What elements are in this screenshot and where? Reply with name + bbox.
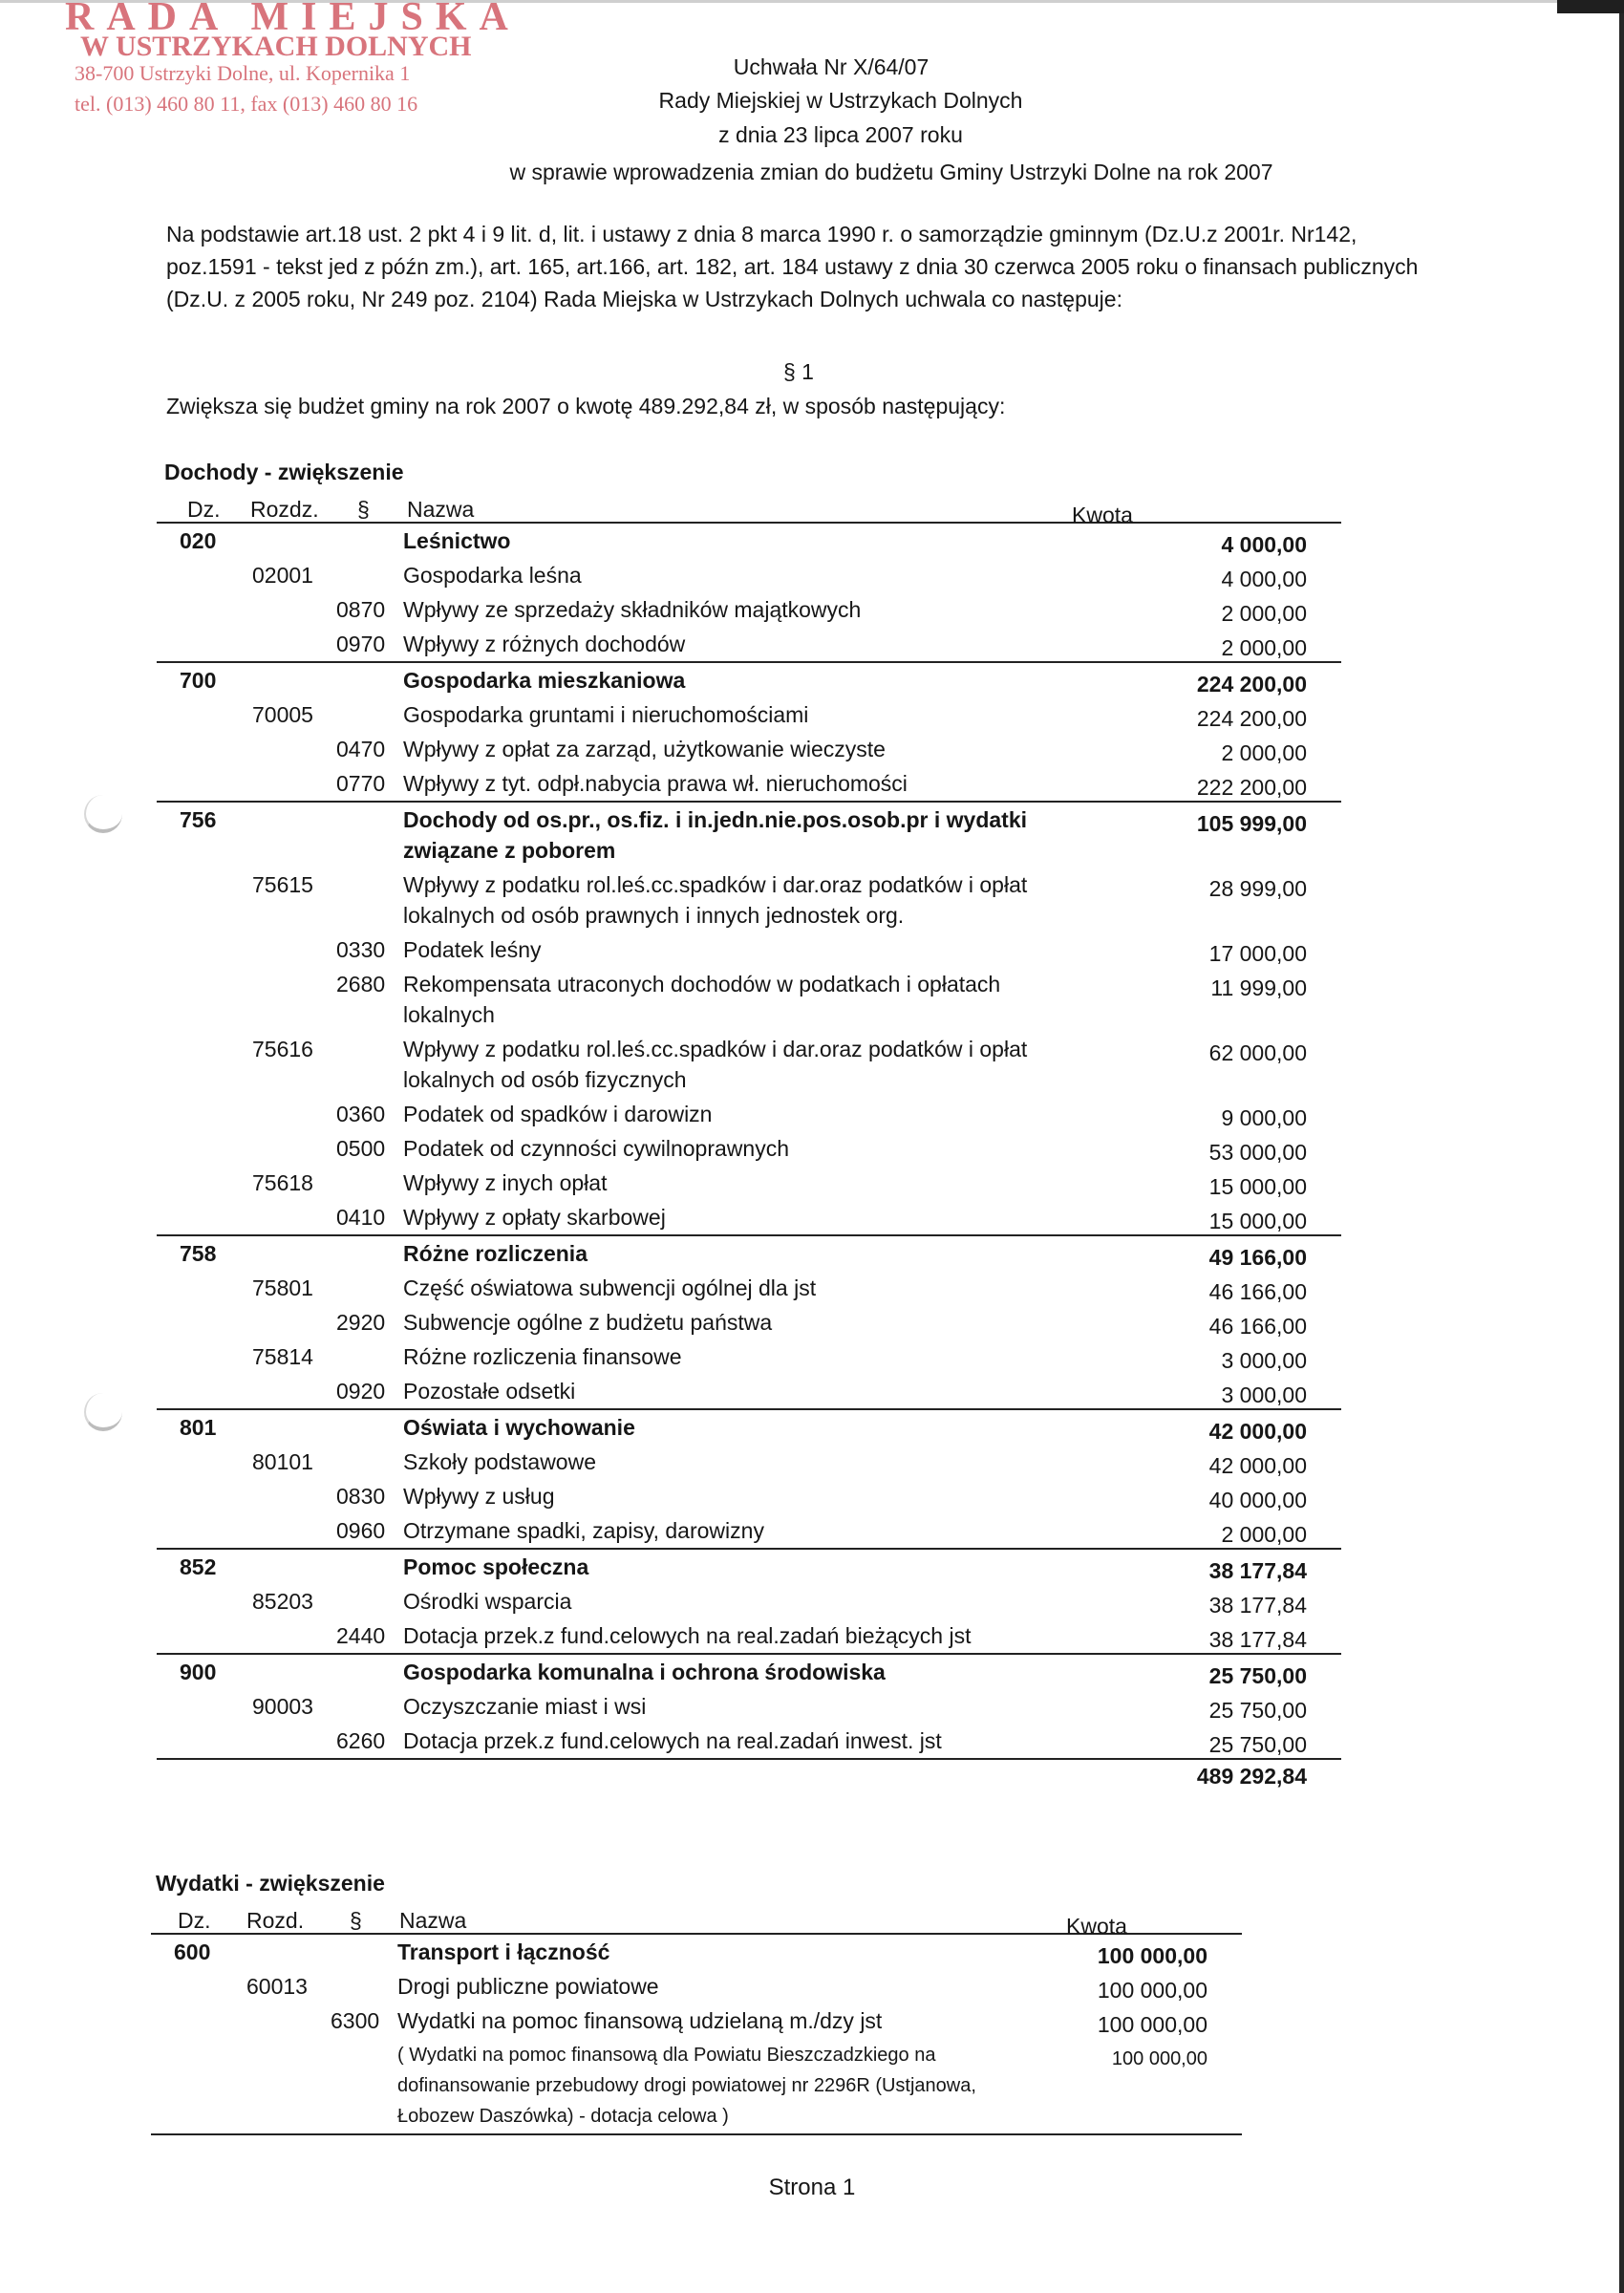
amount-cell: 46 166,00 xyxy=(1208,1279,1307,1304)
par-cell: 0870 xyxy=(336,597,386,622)
par-cell: 0330 xyxy=(336,937,386,962)
page-number: Strona 1 xyxy=(768,2175,856,2200)
rozdz-cell: 75616 xyxy=(252,1037,313,1061)
paragraph-row xyxy=(157,592,1341,627)
expense-table xyxy=(151,1902,1242,2135)
amount-cell: 42 000,00 xyxy=(1208,1453,1307,1478)
col-rozdz: Rozdz. xyxy=(250,497,319,522)
rozdz-cell: 90003 xyxy=(252,1694,313,1719)
par-cell: 0360 xyxy=(336,1102,386,1126)
par-cell: 2680 xyxy=(336,972,386,996)
chapter-row xyxy=(157,1271,1341,1305)
paragraph-row xyxy=(157,1479,1341,1513)
col-name: Nazwa xyxy=(407,497,475,522)
amount-cell: 11 999,00 xyxy=(1210,975,1307,1000)
stamp-phone: tel. (013) 460 80 11, fax (013) 460 80 16 xyxy=(75,92,418,116)
chapter-row xyxy=(157,1166,1341,1200)
amount-cell: 9 000,00 xyxy=(1221,1105,1307,1130)
name-cell: Subwencje ogólne z budżetu państwa xyxy=(403,1310,773,1335)
col-rozdz: Rozd. xyxy=(246,1908,305,1933)
rozdz-cell: 75814 xyxy=(252,1344,313,1369)
paragraph-row xyxy=(157,1200,1341,1234)
name-cell: Gospodarka komunalna i ochrona środowiska xyxy=(403,1660,886,1684)
paragraph-row xyxy=(151,2004,1242,2038)
col-dz: Dz. xyxy=(178,1908,211,1933)
amount-cell: 100 000,00 xyxy=(1111,2048,1207,2069)
name-cell: Leśnictwo xyxy=(403,528,511,553)
paragraph-sign: § 1 xyxy=(783,359,814,384)
name-cell: Różne rozliczenia xyxy=(403,1241,588,1266)
rozdz-cell: 75801 xyxy=(252,1275,313,1300)
dz-cell: 900 xyxy=(180,1660,217,1684)
amount-cell: 40 000,00 xyxy=(1208,1488,1307,1512)
name-cell: Gospodarka mieszkaniowa xyxy=(403,668,686,693)
name-cell: Wpływy z różnych dochodów xyxy=(403,632,686,656)
rozdz-cell: 75615 xyxy=(252,872,313,897)
punch-hole xyxy=(84,1393,122,1431)
rozdz-cell: 80101 xyxy=(252,1449,313,1474)
resolution-subject: w sprawie wprowadzenia zmian do budżetu Gminy Ustrzyki Dolne na rok 2007 xyxy=(509,160,1273,184)
name-cell: Rekompensata utraconych dochodów w podatkach i opłatach lokalnych xyxy=(403,972,1001,1027)
col-amount: Kwota xyxy=(1072,503,1133,527)
par-cell: 2920 xyxy=(336,1310,386,1335)
table-header xyxy=(157,491,1341,527)
amount-cell: 25 750,00 xyxy=(1208,1732,1307,1757)
par-cell: 0410 xyxy=(336,1205,386,1230)
name-cell: Oświata i wychowanie xyxy=(403,1415,635,1440)
income-section-title: Dochody - zwiększenie xyxy=(164,460,404,484)
paragraph-row xyxy=(157,932,1341,967)
amount-cell: 25 750,00 xyxy=(1208,1698,1307,1723)
amount-cell: 222 200,00 xyxy=(1196,775,1307,800)
scan-edge xyxy=(1557,0,1624,13)
par-cell: 0500 xyxy=(336,1136,386,1161)
par-cell: 0830 xyxy=(336,1484,386,1509)
amount-cell: 4 000,00 xyxy=(1221,532,1307,557)
amount-cell: 38 177,84 xyxy=(1208,1593,1307,1618)
dz-cell: 756 xyxy=(180,807,217,832)
amount-cell: 224 200,00 xyxy=(1196,672,1307,696)
paragraph-row xyxy=(157,732,1341,766)
paragraph-row xyxy=(157,1131,1341,1166)
paragraph-row xyxy=(157,1305,1341,1339)
name-cell: Dochody od os.pr., os.fiz. i in.jedn.nie.pos.osob.pr i wydatki związane z poborem xyxy=(403,807,1028,863)
name-cell: Ośrodki wsparcia xyxy=(403,1589,572,1614)
stamp-address: 38-700 Ustrzyki Dolne, ul. Kopernika 1 xyxy=(75,61,411,85)
expense-rows xyxy=(151,1935,1242,2135)
amount-cell: 2 000,00 xyxy=(1221,635,1307,660)
paragraph-row xyxy=(157,627,1341,661)
chapter-row xyxy=(157,1689,1341,1724)
division-row xyxy=(157,801,1341,868)
paragraph-row xyxy=(157,1724,1341,1760)
name-cell: Gospodarka gruntami i nieruchomościami xyxy=(403,702,809,727)
amount-cell: 25 750,00 xyxy=(1208,1663,1307,1688)
name-cell: Pomoc społeczna xyxy=(403,1554,589,1579)
chapter-row xyxy=(157,1032,1341,1097)
amount-cell: 62 000,00 xyxy=(1208,1040,1307,1065)
par-cell: 0470 xyxy=(336,737,386,761)
rozdz-cell: 70005 xyxy=(252,702,313,727)
chapter-row xyxy=(157,1445,1341,1479)
scan-edge xyxy=(1619,0,1624,2293)
name-cell: Wpływy z opłat za zarząd, użytkowanie wieczyste xyxy=(403,737,886,761)
amount-cell: 100 000,00 xyxy=(1097,2012,1207,2037)
stamp-title: RADA MIEJSKA xyxy=(65,0,521,39)
paragraph-row xyxy=(157,1097,1341,1131)
name-cell: Dotacja przek.z fund.celowych na real.zadań inwest. jst xyxy=(403,1728,942,1753)
name-cell: Gospodarka leśna xyxy=(403,563,582,588)
amount-cell: 4 000,00 xyxy=(1221,567,1307,591)
chapter-row xyxy=(157,1339,1341,1374)
name-cell: Podatek od spadków i darowizn xyxy=(403,1102,713,1126)
name-cell: Wpływy z podatku rol.leś.cc.spadków i dar.oraz podatków i opłat lokalnych od osób prawnych i innych jednostek org. xyxy=(403,872,1028,928)
dz-cell: 852 xyxy=(180,1554,217,1579)
chapter-row xyxy=(157,558,1341,592)
amount-cell: 49 166,00 xyxy=(1208,1245,1307,1270)
amount-cell: 100 000,00 xyxy=(1097,1943,1207,1968)
resolution-date: z dnia 23 lipca 2007 roku xyxy=(718,122,963,147)
col-dz: Dz. xyxy=(187,497,221,522)
table-header xyxy=(151,1902,1242,1939)
name-cell: Różne rozliczenia finansowe xyxy=(403,1344,682,1369)
par-cell: 6260 xyxy=(336,1728,386,1753)
name-cell: Wpływy z podatku rol.leś.cc.spadków i dar.oraz podatków i opłat lokalnych od osób fizycznych xyxy=(403,1037,1028,1092)
amount-cell: 53 000,00 xyxy=(1208,1140,1307,1165)
division-row xyxy=(157,524,1341,558)
amount-cell: 100 000,00 xyxy=(1097,1978,1207,2003)
col-amount: Kwota xyxy=(1066,1914,1127,1939)
par-cell: 0770 xyxy=(336,771,386,796)
par-cell: 6300 xyxy=(331,2008,380,2033)
dz-cell: 600 xyxy=(174,1939,211,1964)
division-row xyxy=(157,1653,1341,1689)
amount-cell: 28 999,00 xyxy=(1208,876,1307,901)
name-cell: Szkoły podstawowe xyxy=(403,1449,596,1474)
division-row xyxy=(157,1548,1341,1584)
amount-cell: 15 000,00 xyxy=(1208,1174,1307,1199)
paragraph-row xyxy=(157,1374,1341,1408)
name-cell: Dotacja przek.z fund.celowych na real.zadań bieżących jst xyxy=(403,1623,972,1648)
income-rows xyxy=(157,524,1341,1760)
amount-cell: 224 200,00 xyxy=(1196,706,1307,731)
amount-cell: 42 000,00 xyxy=(1208,1419,1307,1444)
name-cell: Drogi publiczne powiatowe xyxy=(397,1974,659,1999)
par-cell: 0970 xyxy=(336,632,386,656)
amount-cell: 2 000,00 xyxy=(1221,601,1307,626)
chapter-row xyxy=(157,1584,1341,1618)
name-cell: Oczyszczanie miast i wsi xyxy=(403,1694,647,1719)
par-cell: 2440 xyxy=(336,1623,386,1648)
rozdz-cell: 75618 xyxy=(252,1170,313,1195)
division-row xyxy=(151,1935,1242,1969)
division-row xyxy=(157,1234,1341,1271)
chapter-row xyxy=(157,868,1341,932)
name-cell: Wpływy z usług xyxy=(403,1484,555,1509)
par-cell: 0960 xyxy=(336,1518,386,1543)
paragraph-row xyxy=(157,1618,1341,1653)
paragraph-row xyxy=(157,1513,1341,1548)
resolution-issuer: Rady Miejskiej w Ustrzykach Dolnych xyxy=(658,88,1023,113)
increase-statement: Zwiększa się budżet gminy na rok 2007 o kwotę 489.292,84 zł, w sposób następujący: xyxy=(166,394,1006,418)
division-row xyxy=(157,1408,1341,1445)
name-cell: Wpływy z tyt. odpł.nabycia prawa wł. nieruchomości xyxy=(403,771,908,796)
name-cell: Pozostałe odsetki xyxy=(403,1379,576,1404)
rozdz-cell: 02001 xyxy=(252,563,313,588)
chapter-row xyxy=(151,1969,1242,2004)
amount-cell: 3 000,00 xyxy=(1221,1382,1307,1407)
stamp-subtitle: W USTRZYKACH DOLNYCH xyxy=(80,31,472,62)
name-cell: Wpływy z opłaty skarbowej xyxy=(403,1205,666,1230)
chapter-row xyxy=(157,697,1341,732)
income-table xyxy=(157,491,1341,1794)
total-amount: 489 292,84 xyxy=(1196,1764,1307,1789)
amount-cell: 2 000,00 xyxy=(1221,1522,1307,1547)
col-name: Nazwa xyxy=(399,1908,467,1933)
amount-cell: 38 177,84 xyxy=(1208,1627,1307,1652)
legal-basis-paragraph: Na podstawie art.18 ust. 2 pkt 4 i 9 lit. d, lit. i ustawy z dnia 8 marca 1990 r. o samorządzie gminnym (Dz.U.z 2001r. Nr142, poz.1591 - tekst jed z późn zm.), art. 165, art.166, art. 182, art. 184 ustawy z dnia 30 czerwca 2005 roku o finansach publicznych (Dz.U. z 2005 roku, Nr 249 poz. 2104) Rada Miejska w Ustrzykach Dolnych uchwala co następuje: xyxy=(166,222,1419,311)
name-cell: Wydatki na pomoc finansową udzielaną m./dzy jst xyxy=(397,2008,883,2033)
dz-cell: 758 xyxy=(180,1241,217,1266)
dz-cell: 801 xyxy=(180,1415,217,1440)
name-cell: Wpływy z inych opłat xyxy=(403,1170,608,1195)
amount-cell: 2 000,00 xyxy=(1221,740,1307,765)
name-cell: Wpływy ze sprzedaży składników majątkowych xyxy=(403,597,862,622)
resolution-number: Uchwała Nr X/64/07 xyxy=(733,54,930,79)
name-cell: ( Wydatki na pomoc finansową dla Powiatu Bieszczadzkiego na dofinansowanie przebudowy drogi powiatowej nr 2296R (Ustjanowa, Łobozew Daszówka) - dotacja celowa ) xyxy=(397,2045,976,2127)
amount-cell: 38 177,84 xyxy=(1208,1558,1307,1583)
expense-section-title: Wydatki - zwiększenie xyxy=(156,1871,385,1896)
amount-cell: 46 166,00 xyxy=(1208,1314,1307,1339)
dz-cell: 700 xyxy=(180,668,217,693)
punch-hole xyxy=(84,795,122,833)
col-par: § xyxy=(357,497,370,522)
amount-cell: 17 000,00 xyxy=(1208,941,1307,966)
name-cell: Podatek leśny xyxy=(403,937,542,962)
amount-cell: 15 000,00 xyxy=(1208,1209,1307,1233)
rozdz-cell: 60013 xyxy=(246,1974,308,1999)
par-cell: 0920 xyxy=(336,1379,386,1404)
amount-cell: 105 999,00 xyxy=(1196,811,1307,836)
name-cell: Otrzymane spadki, zapisy, darowizny xyxy=(403,1518,764,1543)
paragraph-row xyxy=(157,967,1341,1032)
dz-cell: 020 xyxy=(180,528,217,553)
division-row xyxy=(157,661,1341,697)
name-cell: Część oświatowa subwencji ogólnej dla jst xyxy=(403,1275,817,1300)
name-cell: Transport i łączność xyxy=(397,1939,610,1964)
col-par: § xyxy=(350,1908,362,1933)
note-row xyxy=(151,2038,1242,2135)
paragraph-row xyxy=(157,766,1341,801)
rozdz-cell: 85203 xyxy=(252,1589,313,1614)
name-cell: Podatek od czynności cywilnoprawnych xyxy=(403,1136,789,1161)
total-row xyxy=(157,1760,1341,1794)
amount-cell: 3 000,00 xyxy=(1221,1348,1307,1373)
